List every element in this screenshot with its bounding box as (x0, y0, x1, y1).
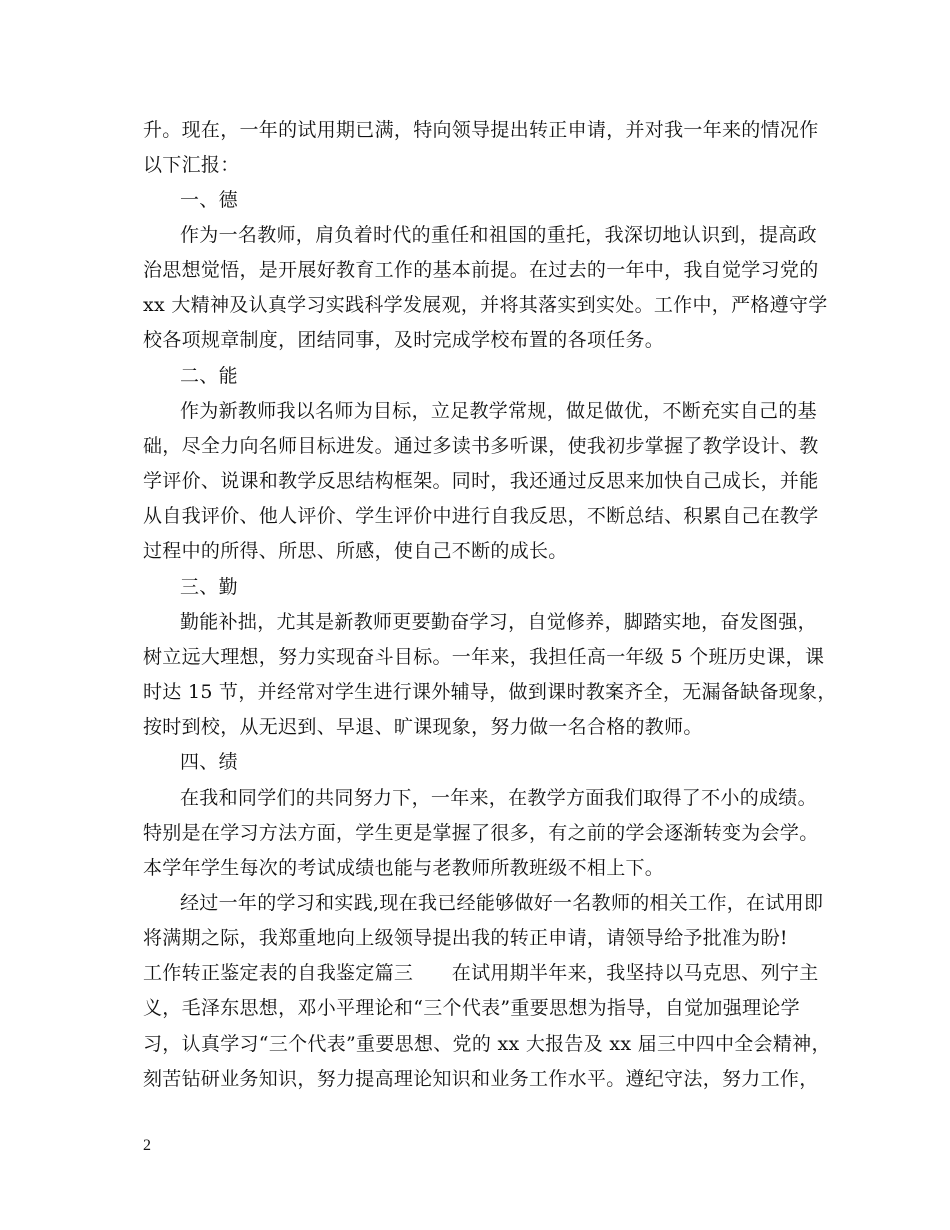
text-line: 作为一名教师，肩负着时代的重任和祖国的重托，我深切地认识到，提高政 (180, 224, 817, 246)
text-line: 义，毛泽东思想，邓小平理论和“三个代表”重要思想为指导，自觉加强理论学 (143, 997, 800, 1019)
text-line: 将满期之际，我郑重地向上级领导提出我的转正申请，请领导给予批准为盼! (143, 927, 788, 949)
text-line: 树立远大理想，努力实现奋斗目标。一年来，我担任高一年级 5 个班历史课，课 (143, 646, 825, 668)
section-heading-de: 一、德 (180, 189, 238, 211)
text-line: 升。现在，一年的试用期已满，特向领导提出转正申请，并对我一年来的情况作 (143, 119, 819, 141)
text-line: 治思想觉悟，是开展好教育工作的基本前提。在过去的一年中，我自觉学习党的 (143, 259, 819, 281)
text-line: 工作转正鉴定表的自我鉴定篇三 在试用期半年来，我坚持以马克思、列宁主 (143, 962, 819, 984)
text-line: 过程中的所得、所思、所感，使自己不断的成长。 (143, 540, 568, 562)
text-line: 时达 15 节，并经常对学生进行课外辅导，做到课时教案齐全，无漏备缺备现象， (143, 681, 837, 703)
section-heading-ji: 四、绩 (180, 751, 238, 773)
text-line: 勤能补拙，尤其是新教师更要勤奋学习，自觉修养，脚踏实地，奋发图强， (180, 611, 817, 633)
text-line: 习，认真学习“三个代表”重要思想、党的 xx 大报告及 xx 届三中四中全会精神， (143, 1033, 831, 1055)
text-line: 学评价、说课和教学反思结构框架。同时，我还通过反思来加快自己成长，并能 (143, 470, 819, 492)
text-line: 在我和同学们的共同努力下，一年来，在教学方面我们取得了不小的成绩。 (180, 787, 817, 809)
text-line: 按时到校，从无迟到、早退、旷课现象，努力做一名合格的教师。 (143, 716, 703, 738)
text-line: 作为新教师我以名师为目标，立足教学常规，做足做优，不断充实自己的基 (180, 400, 817, 422)
page-number: 2 (143, 1137, 151, 1154)
text-line: 以下汇报： (143, 154, 240, 176)
text-line: xx 大精神及认真学习实践科学发展观，并将其落实到实处。工作中，严格遵守学 (143, 294, 828, 316)
section-heading-qin: 三、勤 (180, 576, 238, 598)
text-line: 特别是在学习方法方面，学生更是掌握了很多，有之前的学会逐渐转变为会学。 (143, 822, 819, 844)
section-heading-neng: 二、能 (180, 365, 238, 387)
text-line: 础，尽全力向名师目标进发。通过多读书多听课，使我初步掌握了教学设计、教 (143, 435, 819, 457)
text-line: 刻苦钻研业务知识，努力提高理论知识和业务工作水平。遵纪守法，努力工作， (143, 1068, 819, 1090)
text-line: 本学年学生每次的考试成绩也能与老教师所教班级不相上下。 (143, 857, 665, 879)
text-line: 从自我评价、他人评价、学生评价中进行自我反思，不断总结、积累自己在教学 (143, 505, 819, 527)
text-line: 校各项规章制度，团结同事，及时完成学校布置的各项任务。 (143, 329, 665, 351)
text-line: 经过一年的学习和实践,现在我已经能够做好一名教师的相关工作，在试用即 (180, 892, 824, 914)
